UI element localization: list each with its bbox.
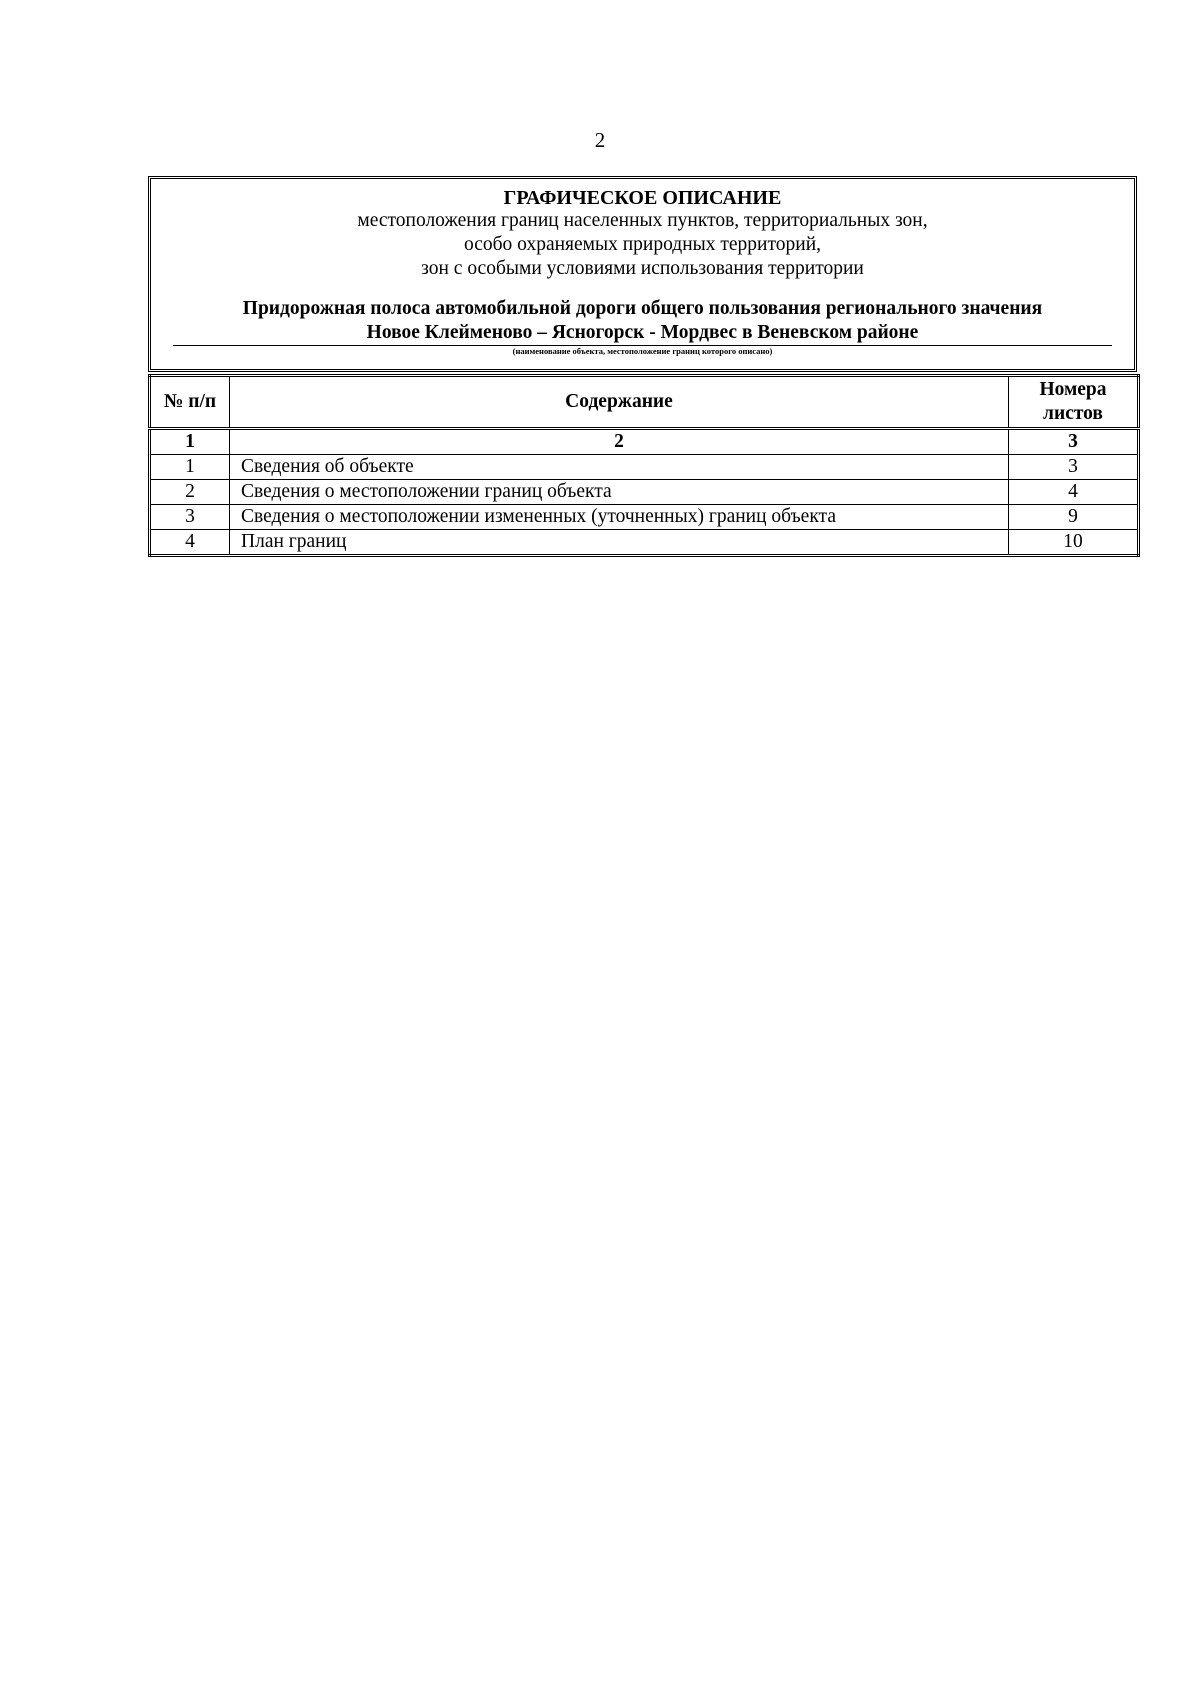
document-subtitle-line-1: местоположения границ населенных пунктов, территориальных зон, [357, 210, 928, 231]
table-row [150, 505, 1139, 530]
page-number: 2 [594, 128, 606, 152]
row-content: Сведения об объекте [230, 455, 1009, 480]
column-number: 1 [150, 429, 230, 455]
object-name-caption: (наименование объекта, местоположение границ которого описано) [512, 346, 773, 356]
document-subtitle-line-2: особо охраняемых природных территорий, [464, 234, 821, 255]
table-row [150, 530, 1139, 556]
object-name-line-1: Придорожная полоса автомобильной дороги общего пользования регионального значения [242, 298, 1043, 319]
row-content: План границ [230, 530, 1009, 556]
object-name-line-2: Новое Клейменово – Ясногорск - Мордвес в Веневском районе [366, 322, 919, 343]
row-content: Сведения о местоположении границ объекта [230, 480, 1009, 505]
column-number-row [150, 429, 1139, 455]
row-pages: 3 [1009, 455, 1139, 480]
header-content: Содержание [230, 376, 1009, 429]
header-pages: Номера листов [1009, 376, 1139, 429]
column-number: 2 [230, 429, 1009, 455]
row-number: 3 [150, 505, 230, 530]
column-number: 3 [1009, 429, 1139, 455]
table-row [150, 480, 1139, 505]
row-number: 4 [150, 530, 230, 556]
row-pages: 9 [1009, 505, 1139, 530]
document-title: ГРАФИЧЕСКОЕ ОПИСАНИЕ [503, 187, 782, 209]
table-row [150, 455, 1139, 480]
document-subtitle-line-3: зон с особыми условиями использования территории [421, 258, 864, 279]
row-number: 1 [150, 455, 230, 480]
header-number: № п/п [150, 376, 230, 429]
table-header-row [150, 376, 1139, 429]
row-pages: 10 [1009, 530, 1139, 556]
row-pages: 4 [1009, 480, 1139, 505]
row-number: 2 [150, 480, 230, 505]
document-header [148, 176, 1137, 372]
row-content: Сведения о местоположении измененных (уточненных) границ объекта [230, 505, 1009, 530]
contents-table [148, 374, 1140, 557]
